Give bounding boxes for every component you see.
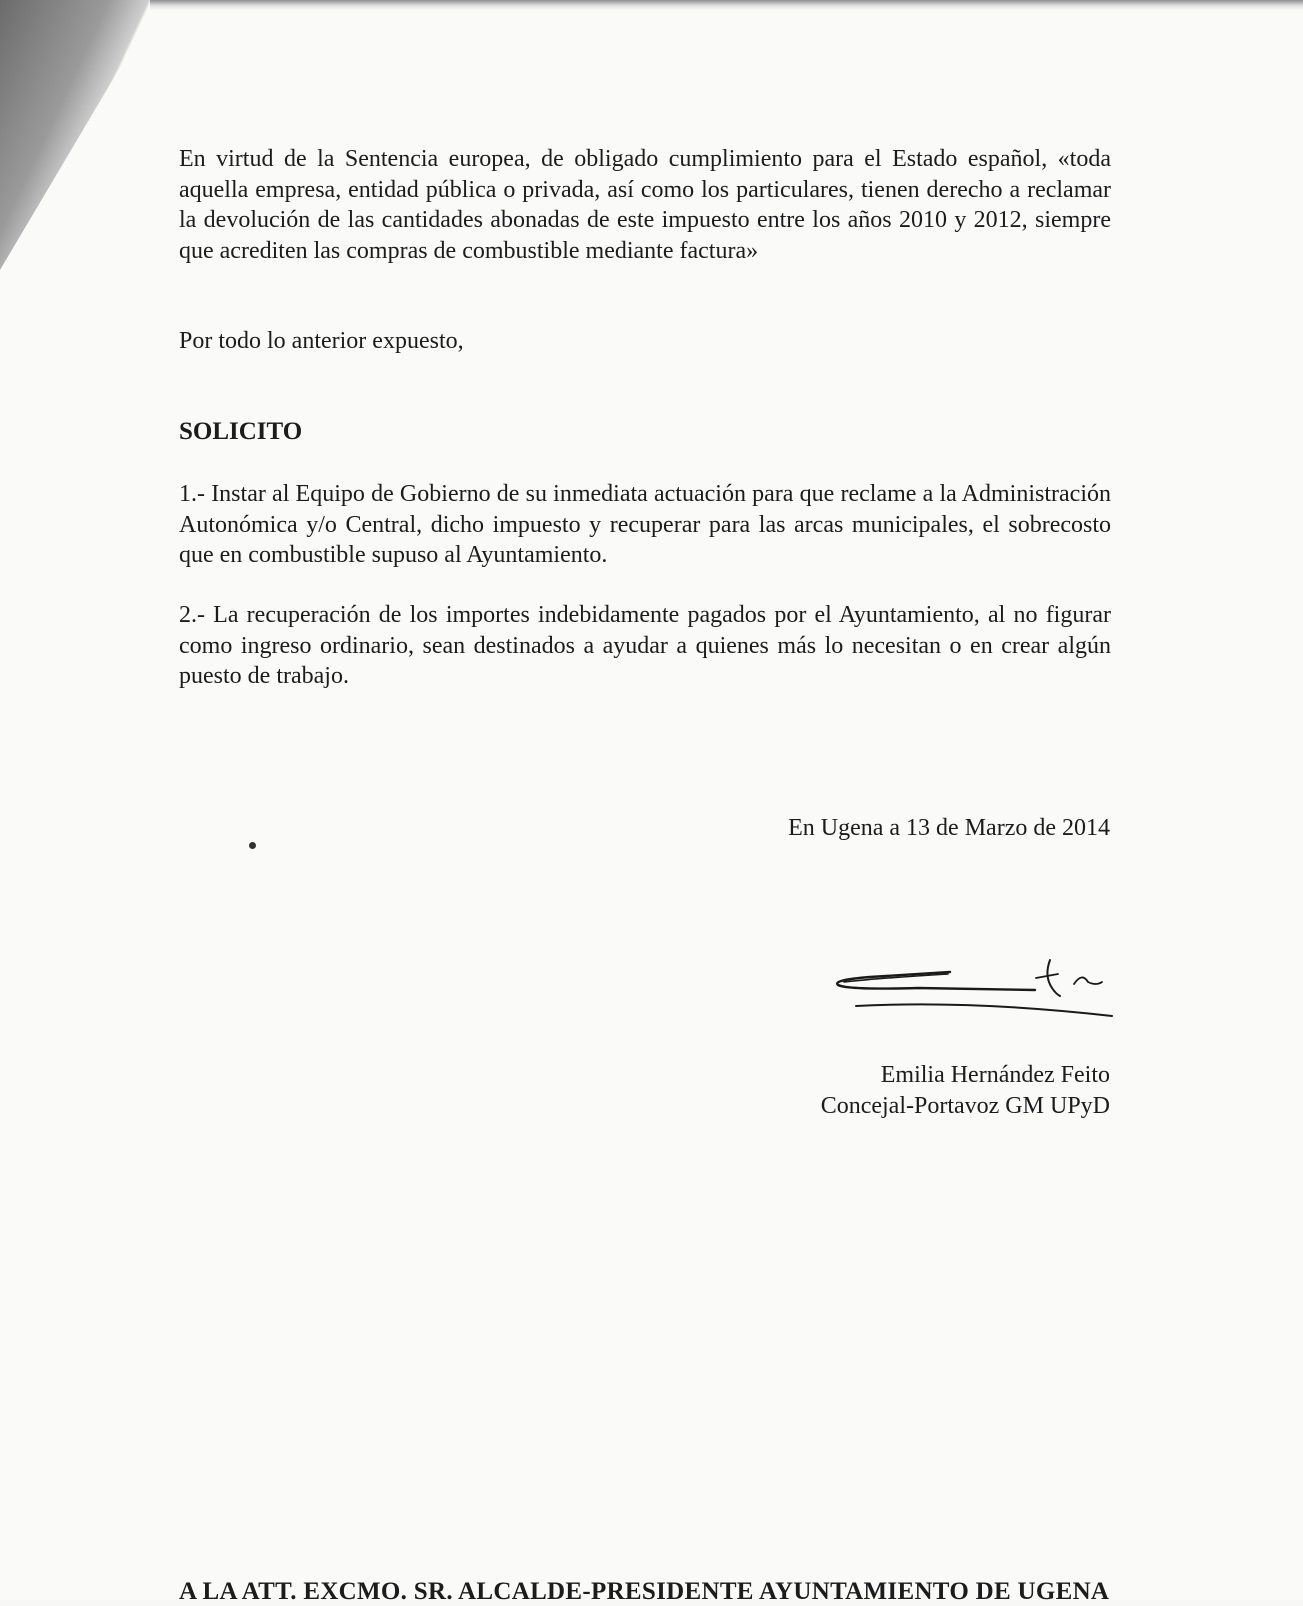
request-item-1: 1.- Instar al Equipo de Gobierno de su inmediata actuación para que reclame a la Administración Autonómica y/o Central, dicho impuesto y recuperar para las arcas municipales, el sobrecosto que en combustible supuso al Ayuntamiento. [179, 481, 1111, 568]
addressee-line: A LA ATT. EXCMO. SR. ALCALDE-PRESIDENTE AYUNTAMIENTO DE UGENA [179, 1578, 1110, 1605]
signer-name: Emilia Hernández Feito [880, 1062, 1110, 1088]
paragraph-intro: Por todo lo anterior expuesto, [179, 328, 464, 354]
paragraph-sentence-reference: En virtud de la Sentencia europea, de obligado cumplimiento para el Estado español, «toda aquella empresa, entidad pública o privada, así como los particulares, tienen derecho a reclamar la devolución de las cantidades abonadas de este impuesto entre los años 2010 y 2012, siempre que acrediten las compras de combustible mediante factura» [179, 146, 1111, 264]
date-line: En Ugena a 13 de Marzo de 2014 [788, 815, 1110, 841]
scan-top-edge [150, 0, 1303, 10]
signer-role: Concejal-Portavoz GM UPyD [820, 1093, 1110, 1119]
signature-icon [830, 950, 1130, 1040]
request-item-2: 2.- La recuperación de los importes indebidamente pagados por el Ayuntamiento, al no figurar como ingreso ordinario, sean destinados a ayudar a quienes más lo necesitan o en crear algún puesto de trabajo. [179, 602, 1111, 689]
scan-corner-shadow [0, 0, 170, 300]
ink-dot [249, 842, 256, 849]
section-heading: SOLICITO [179, 418, 303, 445]
